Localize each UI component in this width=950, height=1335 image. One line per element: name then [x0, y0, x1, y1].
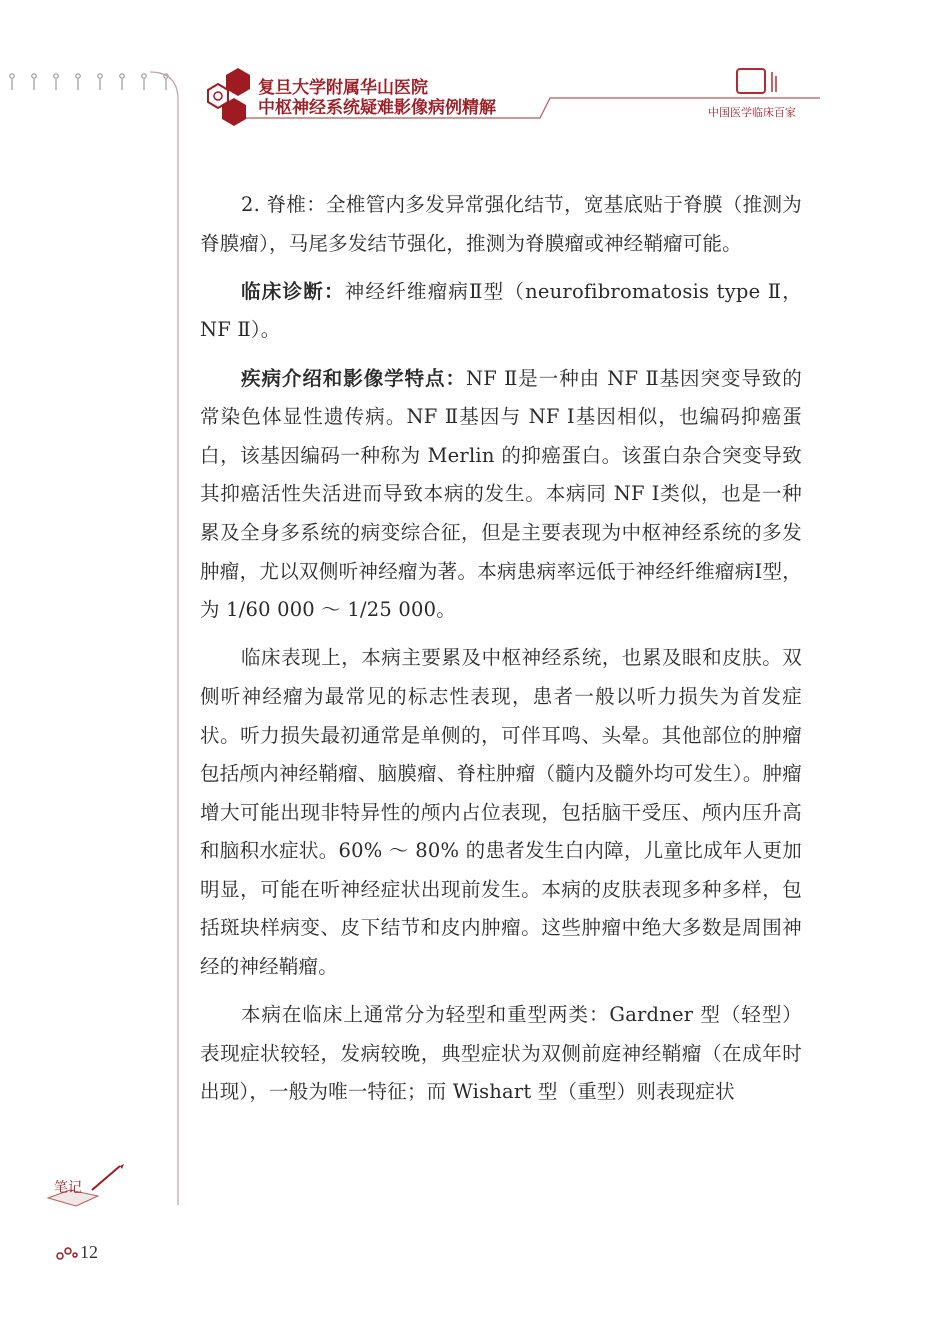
series-seal-logo [736, 68, 766, 94]
clinical-diagnosis-heading: 临床诊断： [241, 279, 345, 303]
notes-label: 笔记 [54, 1180, 82, 1196]
series-label: 中国医学临床百家 [708, 106, 796, 119]
paragraph-clinical-presentation: 临床表现上，本病主要累及中枢神经系统，也累及眼和皮肤。双侧听神经瘤为最常见的标志性表现，患者一般以听力损失为首发症状。听力损失最初通常是单侧的，可伴耳鸣、头晕。其他部位的肿瘤包括颅内神经鞘瘤、脑膜瘤、脊柱肿瘤（髓内及髓外均可发生）。肿瘤增大可能出现非特异性的颅内占位表现，包括脑干受压、颅内压升高和脑积水症状。60% ～ 80% 的患者发生白内障，儿童比成年人更加明显，可能在听神经症状出现前发生。本病的皮肤表现多种多样，包括斑块样病变、皮下结节和皮内肿瘤。这些肿瘤中绝大多数是周围神经的神经鞘瘤。 [200, 646, 802, 979]
book-title [258, 78, 496, 118]
paragraph-classification: 本病在临床上通常分为轻型和重型两类：Gardner 型（轻型）表现症状较轻，发病较晚，典型症状为双侧前庭神经鞘瘤（在成年时出现），一般为唯一特征；而 Wishart 型（重型）则表现症状 [200, 1003, 802, 1104]
page-number: 12 [80, 1242, 98, 1262]
hexagon-logo-icon [196, 66, 260, 128]
book-title-line1: 复旦大学附属华山医院 [258, 78, 428, 98]
paragraph-disease-intro [200, 360, 802, 630]
disease-intro-heading: 疾病介绍和影像学特点： [241, 366, 466, 390]
clinical-diagnosis-text: 神经纤维瘤病Ⅱ型（neurofibromatosis type Ⅱ，NF Ⅱ）。 [200, 279, 802, 342]
main-body-text [200, 186, 802, 1112]
disease-intro-text: NF Ⅱ是一种由 NF Ⅱ基因突变导致的常染色体显性遗传病。NF Ⅱ基因与 NF Ⅰ基因相似，也编码抑癌蛋白，该基因编码一种称为 Merlin 的抑癌蛋白。该蛋白杂合突变导致其抑癌活性失活进而导致本病的发生。本病同 NF Ⅰ类似，也是一种累及全身多系统的病变综合征，但是主要表现为中枢神经系统的多发肿瘤，尤以双侧听神经瘤为著。本病患病率远低于神经纤维瘤病Ⅰ型，为 1/60 000 ～ 1/25 000。 [200, 366, 802, 622]
paragraph-spine: 2. 脊椎：全椎管内多发异常强化结节，宽基底贴于脊膜（推测为脊膜瘤），马尾多发结节强化，推测为脊膜瘤或神经鞘瘤可能。 [200, 193, 802, 255]
paragraph-clinical-diagnosis [200, 273, 802, 350]
binding-dots [8, 66, 178, 96]
book-title-line2: 中枢神经系统疑难影像病例精解 [258, 98, 496, 118]
page-number-ornament-icon [56, 1246, 78, 1260]
notes-pen-icon [40, 1160, 130, 1210]
seal-decoration-icon [770, 70, 780, 94]
